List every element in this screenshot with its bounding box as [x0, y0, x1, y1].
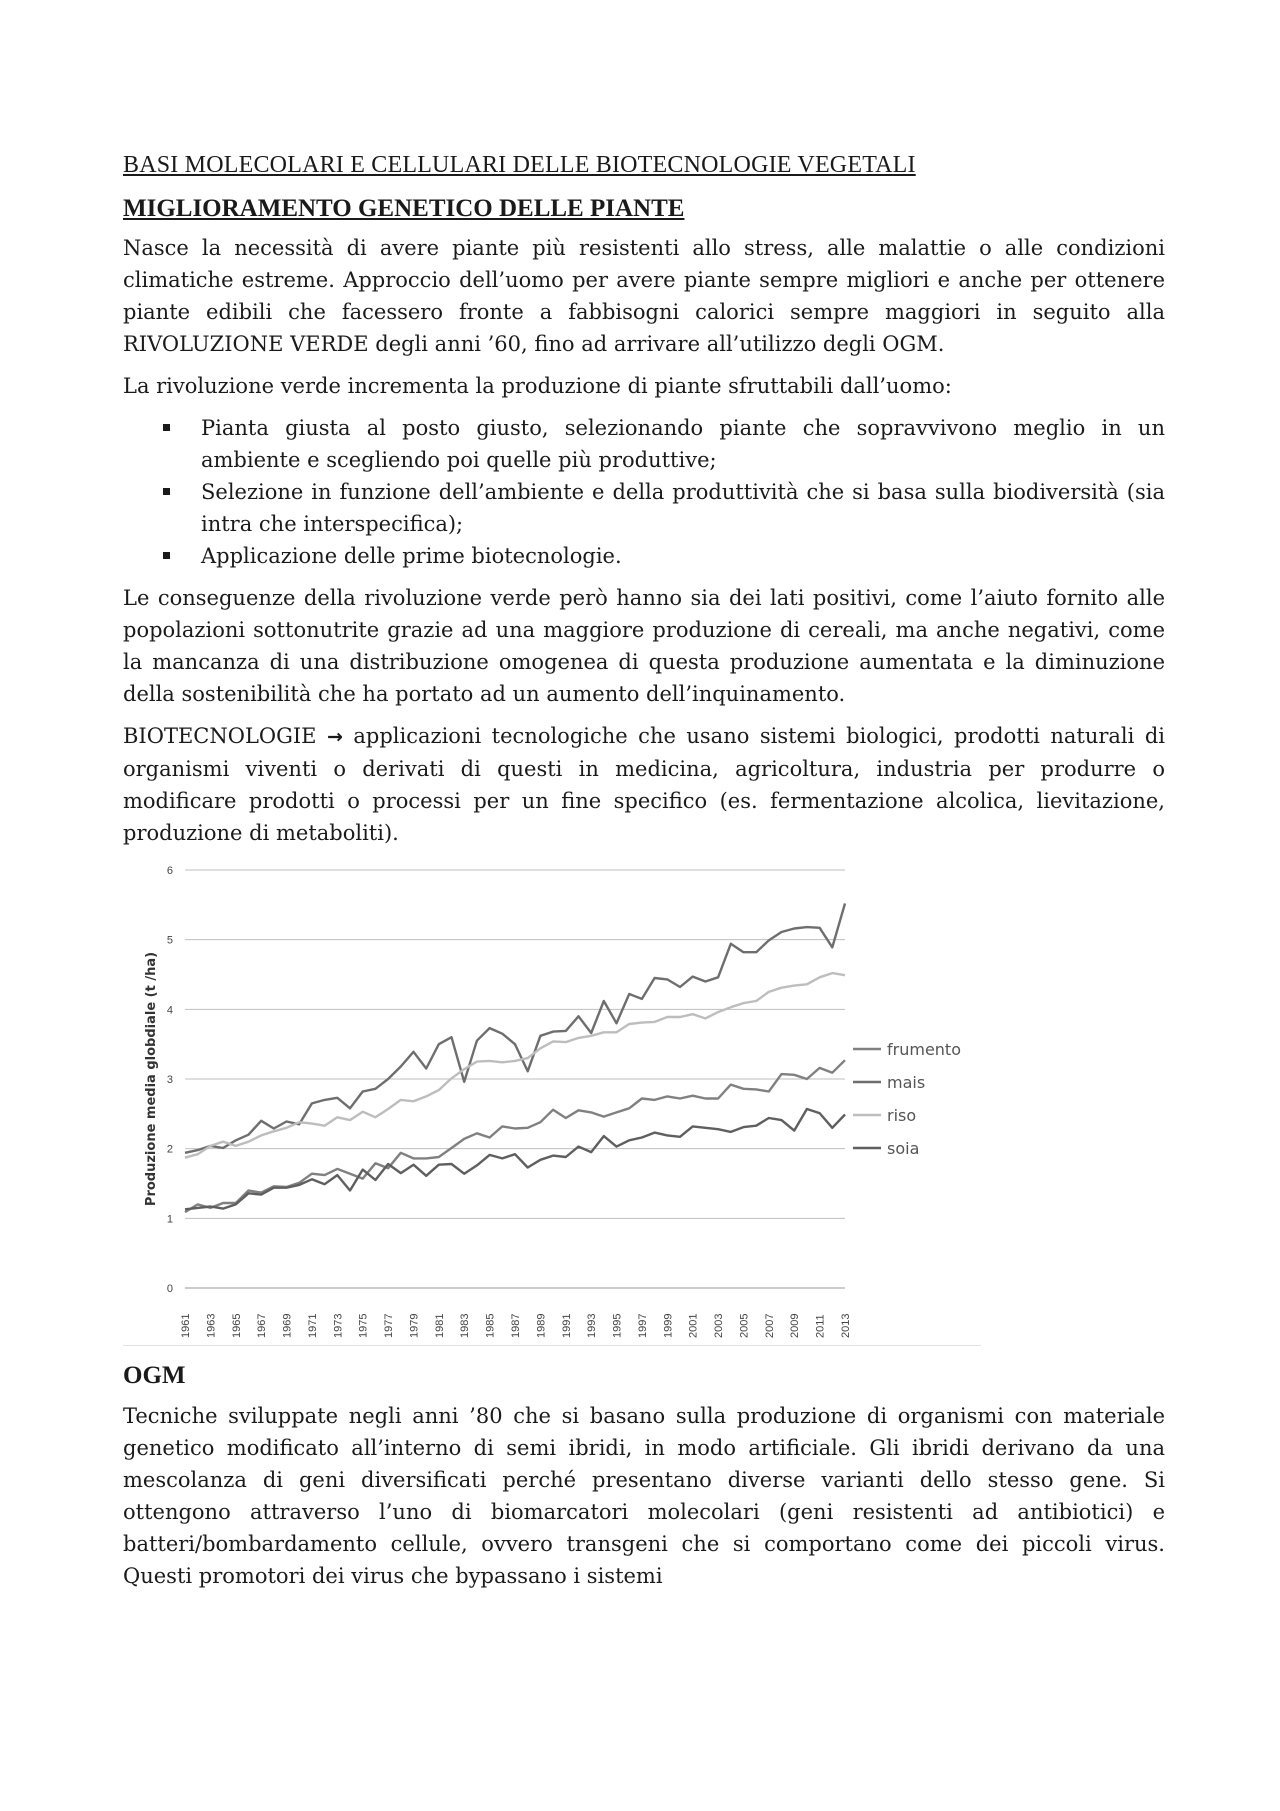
bullet-list	[123, 412, 1165, 572]
x-tick-label: 1969	[281, 1313, 294, 1338]
x-tick-label: 1999	[662, 1313, 675, 1338]
y-axis-label: Produzione media globdiale (t /ha)	[144, 951, 159, 1206]
yield-chart	[123, 859, 981, 1346]
square-bullet-icon	[163, 488, 170, 495]
list-item-text: Pianta giusta al posto giusto, selezionando piante che sopravvivono meglio in un ambiente e scegliendo poi quelle più produttive;	[201, 415, 1165, 472]
x-tick-label: 1961	[180, 1313, 192, 1338]
paragraph-ogm: Tecniche sviluppate negli anni ’80 che si basano sulla produzione di organismi con materiale genetico modificato all’interno di semi ibridi, in modo artificiale. Gli ibridi derivano da una mescolanza di geni diversificati perché presentano diverse varianti dello stesso gene. Si ottengono attraverso l’uno di biomarcatori molecolari (geni resistenti ad antibiotici) e batteri/bombardamento cellule, ovvero transgeni che si comportano come dei piccoli virus. Questi promotori dei virus che bypassano i sistemi	[123, 1404, 1165, 1589]
paragraph-rivoluzione-verde: La rivoluzione verde incrementa la produzione di piante sfruttabili dall’uomo:	[123, 373, 952, 398]
y-tick-label: 5	[166, 934, 173, 947]
paragraph-conseguenze: Le conseguenze della rivoluzione verde però hanno sia dei lati positivi, come l’aiuto fornito alle popolazioni sottonutrite grazie ad una maggiore produzione di cereali, ma anche negativi, come la mancanza di una distribuzione omogenea di questa produzione aumentata e la diminuzione della sostenibilità che ha portato ad un aumento dell’inquinamento.	[123, 585, 1165, 706]
paragraph-intro: Nasce la necessità di avere piante più resistenti allo stress, alle malattie o alle condizioni climatiche estreme. Approccio dell’uomo per avere piante sempre migliori e anche per ottenere piante edibili che facessero fronte a fabbisogni calorici sempre maggiori in seguito alla RIVOLUZIONE VERDE degli anni ’60, fino ad arrivare all’utilizzo degli OGM.	[123, 235, 1165, 356]
document-page	[123, 150, 1165, 1602]
x-tick-label: 2005	[738, 1313, 751, 1338]
list-item	[201, 412, 1165, 476]
x-tick-label: 1973	[332, 1313, 345, 1338]
x-tick-label: 1979	[408, 1313, 421, 1338]
x-tick-label: 1989	[535, 1313, 548, 1338]
paragraph-biotecnologie	[123, 720, 1165, 849]
list-item	[201, 476, 1165, 540]
y-tick-label: 6	[166, 864, 173, 877]
term-biotecnologie: BIOTECNOLOGIE	[123, 723, 317, 748]
x-tick-label: 2003	[713, 1313, 726, 1338]
x-tick-label: 1993	[586, 1313, 599, 1338]
x-tick-label: 2009	[789, 1313, 802, 1338]
x-tick-label: 1987	[510, 1313, 522, 1338]
x-tick-label: 2013	[840, 1313, 852, 1338]
x-tick-label: 1971	[306, 1313, 319, 1338]
square-bullet-icon	[163, 424, 170, 431]
list-item	[201, 540, 1165, 572]
x-tick-label: 1995	[611, 1313, 624, 1338]
list-item-text: Applicazione delle prime biotecnologie.	[201, 543, 622, 568]
x-tick-label: 1997	[636, 1313, 649, 1338]
y-tick-label: 4	[166, 1004, 173, 1017]
square-bullet-icon	[163, 552, 170, 559]
legend-label: mais	[887, 1072, 926, 1092]
x-tick-label: 1991	[560, 1313, 573, 1338]
x-tick-label: 2011	[814, 1314, 827, 1338]
legend-label: frumento	[887, 1039, 961, 1059]
arrow-right-icon: →	[327, 725, 343, 748]
line-chart-svg	[123, 859, 981, 1345]
x-tick-label: 1967	[256, 1313, 269, 1338]
list-item-text: Selezione in funzione dell’ambiente e della produttività che si basa sulla biodiversità (sia intra che interspecifica);	[201, 479, 1165, 536]
x-tick-label: 1965	[230, 1313, 243, 1338]
x-tick-label: 2007	[763, 1313, 776, 1338]
x-tick-label: 1963	[205, 1313, 218, 1338]
section-title-miglioramento: MIGLIORAMENTO GENETICO DELLE PIANTE	[123, 195, 685, 223]
series-line-riso	[185, 973, 845, 1158]
y-tick-label: 0	[166, 1282, 173, 1295]
x-tick-label: 1983	[459, 1313, 472, 1338]
x-tick-label: 1981	[433, 1313, 446, 1338]
definition-text: applicazioni tecnologiche che usano sistemi biologici, prodotti naturali di organismi viventi o derivati di questi in medicina, agricoltura, industria per produrre o modificare prodotti o processi per un fine specifico (es. fermentazione alcolica, lievitazione, produzione di metaboliti).	[123, 723, 1165, 845]
x-tick-label: 1975	[357, 1313, 370, 1338]
course-title: BASI MOLECOLARI E CELLULARI DELLE BIOTECNOLOGIE VEGETALI	[123, 152, 916, 178]
section-title-ogm: OGM	[123, 1361, 186, 1389]
y-tick-label: 1	[166, 1213, 173, 1226]
y-tick-label: 2	[166, 1143, 173, 1156]
legend-label: riso	[887, 1105, 917, 1125]
series-line-frumento	[185, 1060, 845, 1212]
x-tick-label: 2001	[687, 1313, 700, 1338]
x-tick-label: 1985	[484, 1313, 497, 1338]
series-line-mais	[185, 903, 845, 1152]
y-tick-label: 3	[166, 1073, 173, 1086]
legend-label: soia	[887, 1138, 920, 1158]
x-tick-label: 1977	[383, 1313, 396, 1338]
